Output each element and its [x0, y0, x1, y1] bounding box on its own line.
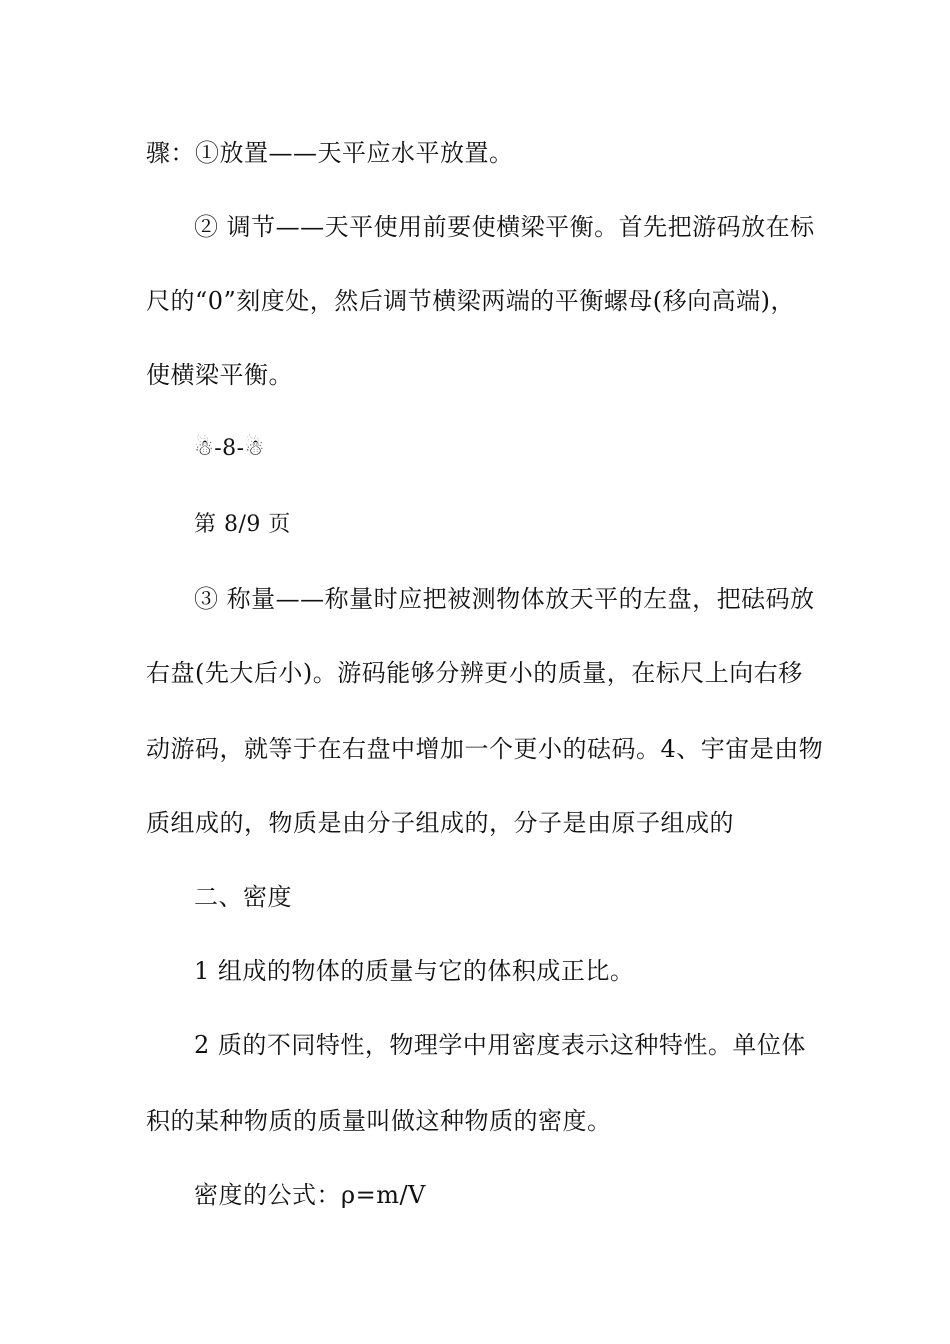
- text-line-9: 1 组成的物体的质量与它的体积成正比。: [194, 957, 635, 985]
- page-footer-marker: ☃-8-☃: [194, 436, 265, 461]
- text-line-2: ② 调节——天平使用前要使横梁平衡。首先把游码放在标: [194, 213, 815, 241]
- text-line-5: ③ 称量——称量时应把被测物体放天平的左盘，把砝码放: [194, 585, 815, 613]
- page-number: 第 8/9 页: [194, 512, 291, 537]
- section-heading: 二、密度: [194, 883, 292, 911]
- text-line-3: 尺的“0”刻度处，然后调节横梁两端的平衡螺母(移向高端)，: [146, 287, 796, 315]
- text-line-10: 2 质的不同特性，物理学中用密度表示这种特性。单位体: [194, 1031, 806, 1059]
- text-line-11: 积的某种物质的质量叫做这种物质的密度。: [146, 1107, 612, 1135]
- text-line-7: 动游码，就等于在右盘中增加一个更小的砝码。4、宇宙是由物: [146, 735, 824, 763]
- text-line-4: 使横梁平衡。: [146, 361, 293, 389]
- text-line-6: 右盘(先大后小)。游码能够分辨更小的质量，在标尺上向右移: [146, 659, 803, 687]
- text-line-1: 骤：①放置——天平应水平放置。: [146, 139, 514, 167]
- text-line-8: 质组成的，物质是由分子组成的，分子是由原子组成的: [146, 809, 734, 837]
- formula-line: 密度的公式：ρ=m/V: [194, 1181, 426, 1209]
